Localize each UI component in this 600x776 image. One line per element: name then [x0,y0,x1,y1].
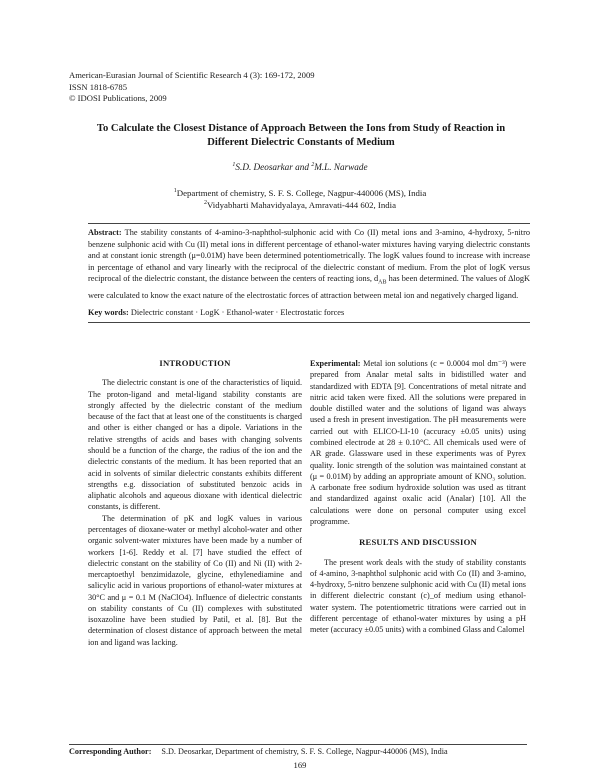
results-paragraph-1: The present work deals with the study of stability constants of 4-amino, 3-naphthol sulphonic acid with Co (II) and 3-amino, 4-hydroxy, 5-nitro benzene sulphonic acid with Cu (II) metal ions in different dielectric constant (c)_of medium using ethanol-water system. The potentiometric titrations were carried out in different percentage of ethanol-water mixtures by using a pH meter (accuracy ±0.05 units) with a combined Glass and Calomel [310,557,526,635]
author-1-sup: 1 [232,161,236,168]
authors [0,162,600,172]
author-2-sup: 2 [311,161,315,168]
affiliations [0,188,600,211]
abstract-label: Abstract: [88,228,122,237]
corresponding-author [69,747,448,756]
corresponding-label: Corresponding Author: [69,747,152,756]
affiliation-1: $^1$Department of chemistry, S. F. S. College, Nagpur-440006 (MS), India [173,188,427,198]
keywords-label: Key words: [88,308,129,317]
left-column [88,358,302,648]
abstract [88,227,530,301]
intro-paragraph-2: The determination of pK and logK values in various percentages of dioxane-water or methyl alcohol-water and other organic solvent-water mixtures have been made by a number of workers [1-6]. Reddy et al. [7] have studied the effect of dielectric constant on the stability of Co (II) and Ni (II) with 2-mercaptoethyl benzimidazole, glycine, ethylenediamine and salicylic acid in various proportions of ethanol-water mixtures at 30°C and μ = 0.1 M (NaClO4). Influence of dielectric constants on stability constants of Cu (II) complexes with substituted isoxazoline have been studied by Patil, et al. [8]. But the determination of closest distance of approach between the metal ion and ligand was lacking. [88,513,302,647]
keywords [88,307,530,319]
right-column [310,358,526,635]
results-heading: RESULTS AND DISCUSSION [359,537,477,548]
footer-rule [69,744,527,745]
experimental-text: Metal ion solutions (c = 0.0004 mol dm⁻³) were prepared from Analar metal salts in bidistilled water and standardized with EDTA [9]. Concentrations of metal nitrate and nitric acid taken were fixed. All the solutions were prepared in double distilled water and the solutions of ligand was always used a fresh in present investigation. The pH measurements were carried out with ELICO-LI-10 (accuracy ±0.05 units) using combined electrode at 28 ± 0.10°C. All chemicals used were of AR grade. Glassware used in these experiments was of Pyrex quality. Ionic strength of the solution was maintained constant at (μ = 0.01M) by adding an appropriate amount of KNO₃ solution. A carbonate free sodium hydroxide solution was used as titrant and standardized against oxalic acid (Analar) [10]. All the calculations were done on personal computer using excel programme. [310,359,526,526]
abstract-top-rule [88,223,530,224]
keywords-bottom-rule [88,322,530,323]
corresponding-text: S.D. Deosarkar, Department of chemistry, S. F. S. College, Nagpur-440006 (MS), India [161,747,448,756]
author-1: S.D. Deosarkar [235,162,293,172]
paper-title: To Calculate the Closest Distance of Approach Between the Ions from Study of Reaction in Different Dielectric Constants of Medium [96,123,506,148]
journal-citation: American-Eurasian Journal of Scientific Research 4 (3): 169-172, 2009 [69,70,315,80]
affiliation-2: $^2$Vidyabharti Mahavidyalaya, Amravati-444 602, India [203,199,397,210]
abstract-sub: AB [378,280,387,287]
author-and: and [292,162,312,172]
abstract-text: The stability constants of 4-amino-3-naphthol-sulphonic acid with Co (II) metal ions and 3-amino, 4-hydroxy, 5-nitro benzene sulphonic acid with Cu (II) metal ions in different percentage of ethanol-water mixtures having varying dielectric constants and at constant ionic strength (μ=0.01M) have been determined potentiometrically. The logK values found to increase with increase in percentage of ethanol and vary linearly with the reciprocal of the dielectric constant of medium. From the plot of logK versus reciprocal of the dielectric constant, the distance between the centers of reacting ions, d [88,228,530,284]
journal-copyright: © IDOSI Publications, 2009 [69,93,167,104]
experimental-paragraph [310,358,526,527]
introduction-heading: INTRODUCTION [159,358,231,368]
keywords-text: Dielectric constant · LogK · Ethanol-water · Electrostatic forces [128,308,345,317]
page-number: 169 [293,760,307,770]
journal-issn: ISSN 1818-6785 [69,81,128,92]
experimental-label: Experimental: [310,359,361,368]
intro-paragraph-1: The dielectric constant is one of the characteristics of liquid. The proton-ligand and metal-ligand stability constants are strongly affected by the dielectric constant of the medium because of the fact that at least one of the constituents is charged and other is either changed or has a dipole. Variations in the relative strengths of acids and bases with changing solvents should be a function of the charge, the radius of the ion and the dielectric constants of the medium. It has been reported that an acid in solvents of similar dielectric constants exhibits different strengths e.g. dissociation of substituted benzoic acids in aliphatic alcohols and aqueous dioxane with identical dielectric constants, is different. [88,378,302,512]
author-2: M.L. Narwade [314,162,368,172]
abstract-text-2: has been determined. The values of ΔlogK were calculated to know the exact nature of the electrostatic forces of attraction between metal ion and negatively charged ligand. [88,274,531,300]
journal-header [69,70,315,105]
